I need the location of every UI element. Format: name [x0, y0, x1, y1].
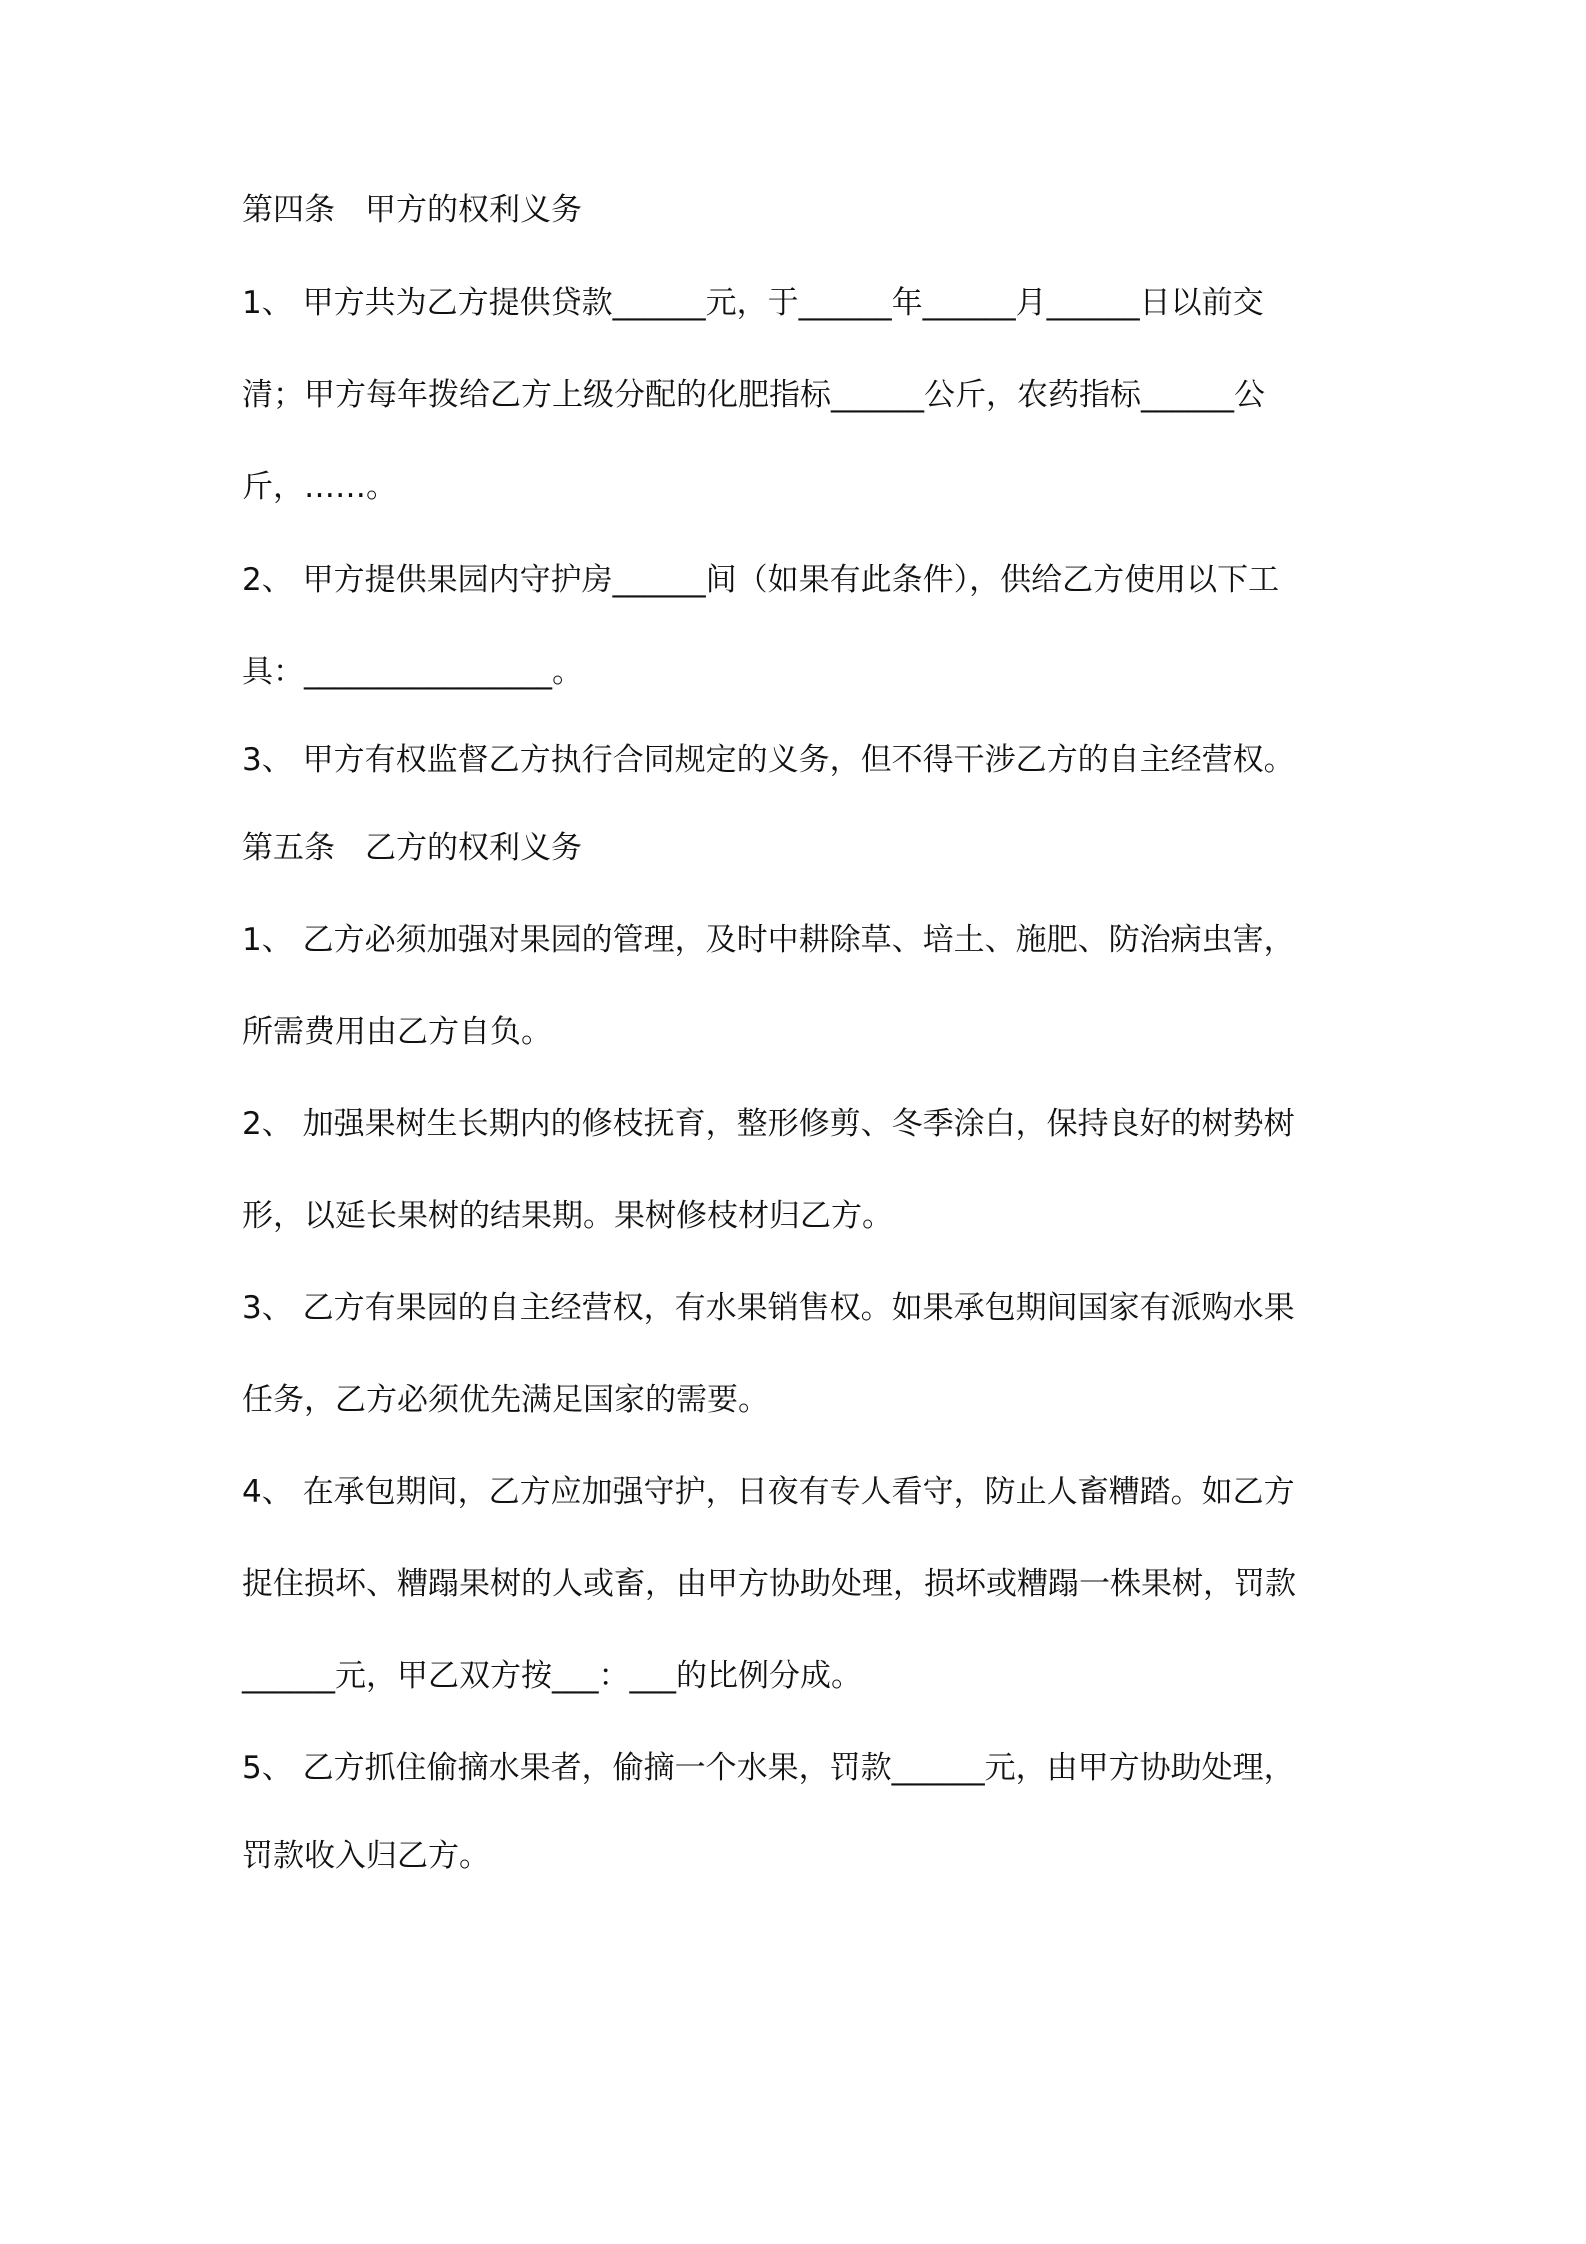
article-4-item-2-line-2	[242, 652, 1362, 692]
article-5-item-2-line-2: 形，以延长果树的结果期。果树修枝材归乙方。	[242, 1198, 893, 1234]
article-4-heading	[242, 190, 1362, 230]
article-5-title: 乙方的权利义务	[365, 830, 582, 866]
article-4-item-1-line-1: 1、 甲方共为乙方提供贷款______元，于______年______月______日以前交	[242, 285, 1264, 321]
article-5-heading	[242, 828, 1362, 868]
article-5-item-4-line-2: 捉住损坏、糟蹋果树的人或畜，由甲方协助处理，损坏或糟蹋一株果树，罚款	[242, 1566, 1296, 1602]
article-5-item-2-line-1: 2、 加强果树生长期内的修枝抚育，整形修剪、冬季涂白，保持良好的树势树	[242, 1106, 1295, 1142]
tools-label: 具：	[242, 654, 304, 690]
article-5-number: 第五条	[242, 830, 335, 866]
article-5-item-4-line-1: 4、 在承包期间，乙方应加强守护，日夜有专人看守，防止人畜糟踏。如乙方	[242, 1474, 1295, 1510]
tools-end: 。	[552, 654, 583, 690]
article-5-item-1-line-1: 1、 乙方必须加强对果园的管理，及时中耕除草、培土、施肥、防治病虫害，	[242, 922, 1295, 958]
article-5-item-3-line-1: 3、 乙方有果园的自主经营权，有水果销售权。如果承包期间国家有派购水果	[242, 1290, 1295, 1326]
article-5-item-3-line-2: 任务，乙方必须优先满足国家的需要。	[242, 1382, 769, 1418]
article-5-item-4-line-3: ______元，甲乙双方按___：___的比例分成。	[242, 1658, 862, 1694]
article-4-item-2-line-1: 2、 甲方提供果园内守护房______间（如果有此条件），供给乙方使用以下工	[242, 562, 1280, 598]
article-4-item-3-line-1: 3、 甲方有权监督乙方执行合同规定的义务，但不得干涉乙方的自主经营权。	[242, 742, 1295, 778]
article-4-item-1-line-3: 斤，……。	[242, 469, 397, 505]
article-4-number: 第四条	[242, 192, 335, 228]
tools-blank: ________________	[304, 654, 552, 690]
article-4-item-1-line-2: 清；甲方每年拨给乙方上级分配的化肥指标______公斤，农药指标______公	[242, 377, 1265, 413]
article-5-item-5-line-2: 罚款收入归乙方。	[242, 1838, 490, 1874]
document-body	[242, 190, 1362, 1876]
article-5-item-5-line-1: 5、 乙方抓住偷摘水果者，偷摘一个水果，罚款______元，由甲方协助处理，	[242, 1750, 1295, 1786]
article-5-item-1-line-2: 所需费用由乙方自负。	[242, 1014, 552, 1050]
article-4-title: 甲方的权利义务	[365, 192, 582, 228]
